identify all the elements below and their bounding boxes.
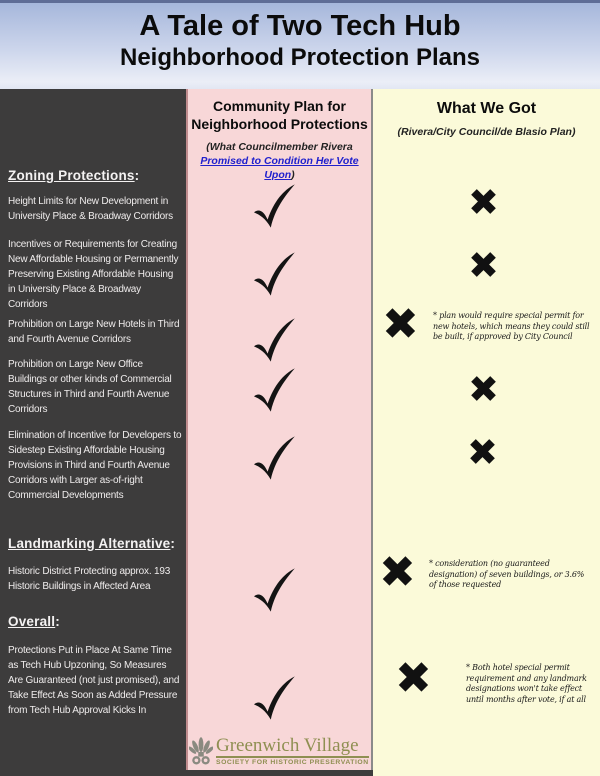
check-icon (250, 250, 298, 298)
row-label-affordable-housing: Incentives or Requirements for Creating New Affordable Housing or Permanently Preserving Existing Affordable Housing in University Place & Broadway Corridors (8, 239, 179, 310)
what-we-got-title: What We Got (436, 100, 537, 117)
page-header (0, 0, 600, 89)
check-icon (250, 674, 298, 722)
gvshp-logo (189, 735, 371, 771)
org-subtitle: SOCIETY FOR HISTORIC PRESERVATION (216, 759, 369, 766)
x-icon: ✖ (379, 547, 416, 598)
row-label-historic-district: Historic District Protecting approx. 193 Historic Buildings in Affected Area (8, 566, 171, 592)
x-icon: ✖ (382, 299, 419, 350)
x-icon: ✖ (395, 653, 432, 704)
page-title: A Tale of Two Tech Hub (139, 10, 461, 42)
vote-condition-link[interactable]: Promised to Condition Her Vote Upon (200, 155, 359, 181)
section-heading-zoning: Zoning Protections: (8, 168, 140, 183)
section-heading-landmarking: Landmarking Alternative: (8, 536, 176, 551)
check-icon (250, 316, 298, 364)
row-label-protections-timing: Protections Put in Place At Same Time as Tech Hub Upzoning, So Measures Are Guaranteed (not just promised), and Take Effect As Soon as Added Pressure from Tech Hub Approval Kicks In (8, 645, 180, 716)
community-plan-header (188, 89, 371, 182)
footnote-landmark-consideration: * consideration (no guaranteed designation) of seven buildings, or 3.6% of those requested (429, 559, 585, 589)
x-icon: ✖ (468, 181, 500, 224)
what-we-got-subtitle: (Rivera/City Council/de Blasio Plan) (397, 126, 576, 138)
check-icon (250, 182, 298, 230)
bottom-strip (186, 770, 373, 776)
section-heading-overall: Overall: (8, 614, 60, 629)
row-label-office-prohibition: Prohibition on Large New Office Buildings or other kinds of Commercial Structures in Third and Fourth Avenue Corridors (8, 359, 172, 415)
x-icon: ✖ (468, 244, 500, 287)
leaf-ornament-icon (189, 735, 213, 769)
what-we-got-header (373, 89, 600, 138)
community-plan-title: Community Plan for Neighborhood Protections (191, 98, 368, 132)
row-label-hotel-prohibition: Prohibition on Large New Hotels in Third and Fourth Avenue Corridors (8, 319, 180, 345)
check-icon (250, 434, 298, 482)
row-label-height-limits: Height Limits for New Development in University Place & Broadway Corridors (8, 196, 173, 222)
row-label-incentive-elimination: Elimination of Incentive for Developers to Sidestep Existing Affordable Housing Provisions in Third and Fourth Avenue Corridors with Larger as-of-right Commercial Developments (8, 430, 182, 501)
footnote-effect-delay: * Both hotel special permit requirement and any landmark designations won't take effect until months after vote, if at all (466, 663, 587, 704)
x-icon: ✖ (467, 431, 499, 474)
x-icon: ✖ (468, 368, 500, 411)
org-name: Greenwich Village (216, 735, 369, 758)
check-icon (250, 366, 298, 414)
footnote-hotel-permit: * plan would require special permit for new hotels, which means they could still be built, if approved by City Council (433, 311, 590, 341)
check-icon (250, 566, 298, 614)
community-plan-subtitle: (What Councilmember Rivera Promised to Condition Her Vote Upon) (200, 141, 359, 181)
page-subtitle: Neighborhood Protection Plans (119, 44, 480, 71)
